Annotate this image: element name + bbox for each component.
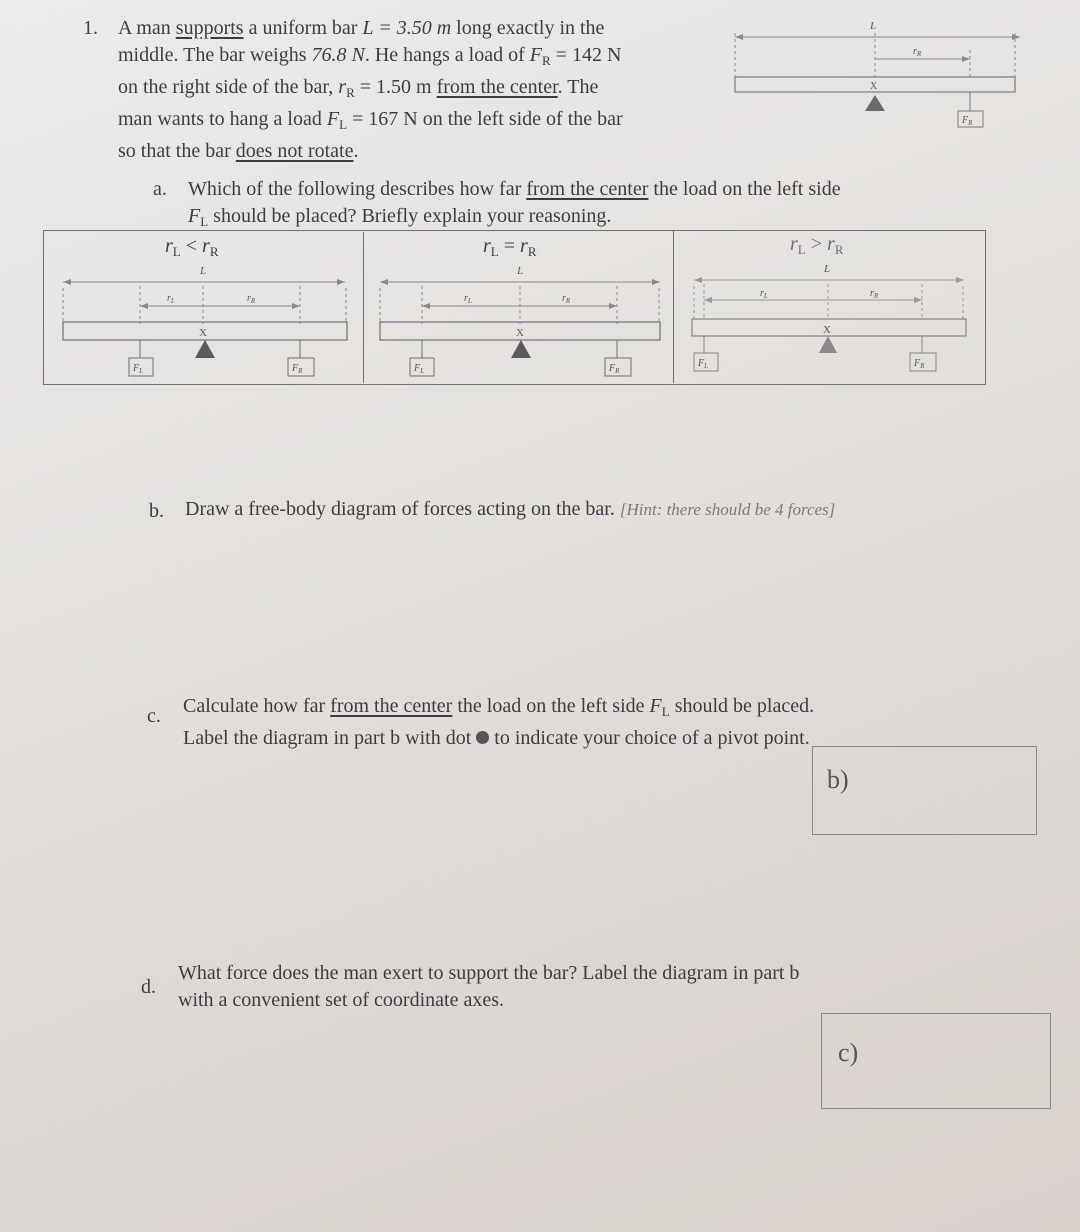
svg-text:rR: $r_R$ [870,288,879,300]
part-c-text: Calculate how far from the center the load on the left side $F_L$ should be placed. Label the diagram in part b with dot to indicate your choice of a pivot point. [183,695,815,749]
header-length-label: L [870,20,877,32]
answer-box-b-label: b) [827,765,849,794]
part-b-text: Draw a free-body diagram of forces acting on the bar. [Hint: there should be 4 forces] [185,498,836,520]
svg-text:L: L [517,265,524,277]
question-line-5: so that the bar does not rotate. [118,140,359,162]
svg-text:rR: $r_R$ [247,293,256,305]
svg-text:FR: $F_R$ [962,115,973,127]
svg-text:X: X [823,324,831,336]
part-b-hint: [Hint: there should be 4 forces] [619,500,836,519]
question-line-1: A man supports a uniform bar L = 3.50 m long exactly in the [118,17,605,39]
svg-text:FR: $F_R$ [292,363,303,375]
panel-divider-1 [363,232,364,383]
svg-text:FL: $F_L$ [698,358,709,370]
header-rR-label: $r_R$ [913,46,922,58]
part-b-letter: b. [149,500,164,522]
svg-text:X: X [199,327,207,339]
option-1-title: $r_L < r_R$ [165,235,219,259]
svg-text:X: X [516,327,524,339]
header-pivot-triangle [865,95,885,111]
option-2-diagram [372,258,668,380]
svg-text:rL: $r_L$ [760,288,768,300]
svg-text:rL: $r_L$ [464,293,472,305]
header-bar-diagram [730,15,1030,140]
svg-text:L: L [200,265,207,277]
question-text [118,15,623,165]
svg-text:rL: $r_L$ [167,293,175,305]
svg-text:FL: $F_L$ [414,363,425,375]
part-a-letter: a. [153,178,167,200]
answer-box-c[interactable] [821,1013,1051,1109]
answer-box-c-label: c) [838,1038,859,1067]
question-line-4: man wants to hang a load $F_L = 167$ N on the left side of the bar [118,108,623,132]
part-c-letter: c. [147,705,161,727]
question-number: 1. [83,17,98,39]
svg-text:FL: $F_L$ [133,363,144,375]
svg-text:rR: $r_R$ [562,293,571,305]
pivot-dot-icon [476,731,489,744]
question-line-2: middle. The bar weighs 76.8 N. He hangs a load of $F_R = 142$ N [118,44,622,68]
part-d-letter: d. [141,976,156,998]
part-a-text: Which of the following describes how far from the center the load on the left side $F_L$ should be placed? Briefly explain your reasoning. [188,178,841,229]
option-1-diagram [55,258,355,380]
part-d-text: What force does the man exert to support the bar? Label the diagram in part b with a convenient set of coordinate axes. [178,962,800,1011]
question-line-3: on the right side of the bar, $r_R = 1.50$ m from the center. The [118,76,599,100]
option-2-title: $r_L = r_R$ [483,235,537,259]
answer-box-b[interactable] [812,746,1037,835]
svg-text:FR: $F_R$ [609,363,620,375]
option-3-title: $r_L > r_R$ [790,233,844,257]
header-pivot-mark: X [870,81,878,92]
panel-divider-2 [673,230,674,383]
option-3-diagram [682,256,978,378]
svg-text:L: L [824,263,831,275]
svg-text:FR: $F_R$ [914,358,925,370]
